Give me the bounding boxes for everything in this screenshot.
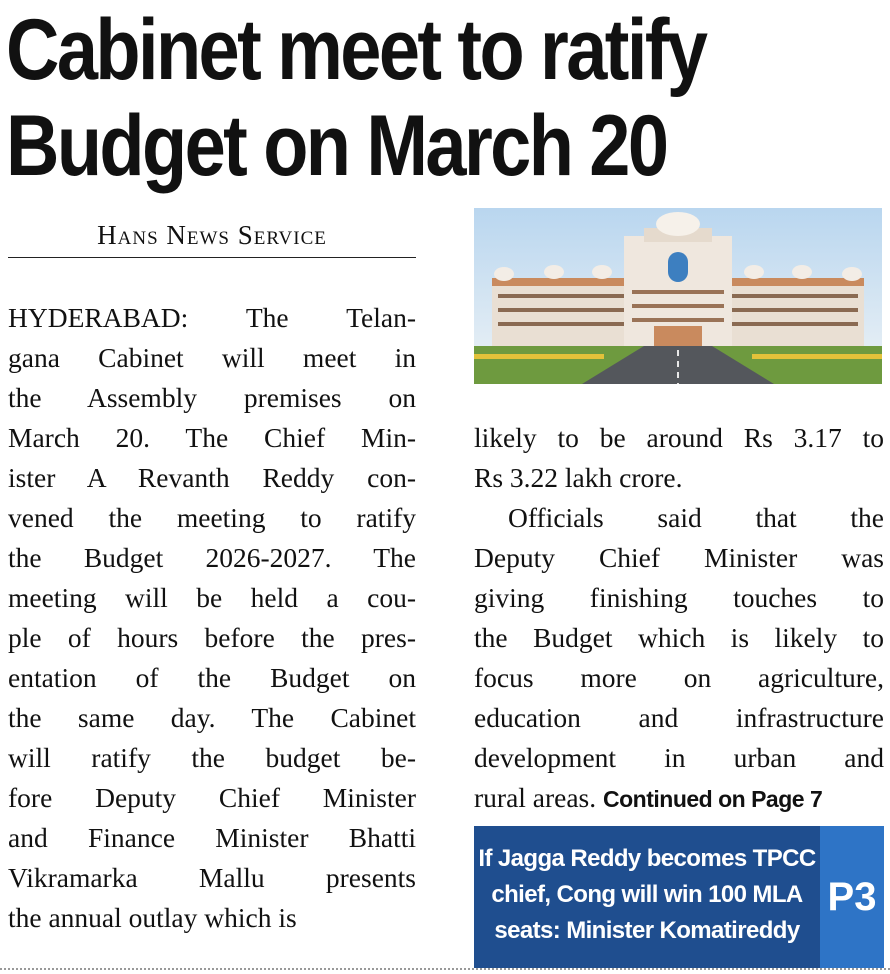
text-line: Officials said that the: [508, 502, 884, 533]
continued-link[interactable]: Continued on Page 7: [603, 786, 823, 812]
text-line: ple of hours before the pres-: [8, 622, 416, 653]
text-line: the Assembly premises on: [8, 382, 416, 413]
teaser-page-badge: P3: [820, 826, 884, 968]
text-line: rural areas.: [474, 782, 597, 813]
teaser-line: chief, Cong will win 100 MLA: [491, 881, 803, 908]
text-line: ister A Revanth Reddy con-: [8, 462, 416, 493]
article-left-column: [8, 298, 416, 938]
headline: [6, 2, 886, 194]
teaser-headline: [474, 826, 820, 968]
secretariat-photo: [474, 208, 882, 384]
text-line: likely to be around Rs 3.17 to: [474, 422, 884, 453]
text-line: development in urban and: [474, 742, 884, 773]
text-line: HYDERABAD: The Telan-: [8, 302, 416, 333]
text-line: focus more on agriculture,: [474, 662, 884, 693]
text-line: and Finance Minister Bhatti: [8, 822, 416, 853]
building-illustration: [474, 208, 882, 384]
text-line: the same day. The Cabinet: [8, 702, 416, 733]
text-line: Vikramarka Mallu presents: [8, 862, 416, 893]
text-line: giving finishing touches to: [474, 582, 884, 613]
text-line: will ratify the budget be-: [8, 742, 416, 773]
text-line: Deputy Chief Minister was: [474, 542, 884, 573]
teaser-line: If Jagga Reddy becomes TPCC: [478, 845, 816, 872]
teaser-line: seats: Minister Komatireddy: [494, 917, 800, 944]
text-line: entation of the Budget on: [8, 662, 416, 693]
article-right-column: [474, 418, 884, 819]
text-line: gana Cabinet will meet in: [8, 342, 416, 373]
teaser-box[interactable]: [474, 826, 884, 968]
text-line: the Budget which is likely to: [474, 622, 884, 653]
byline: Hans News Service: [8, 214, 416, 258]
text-line-final: [474, 778, 884, 819]
text-line: vened the meeting to ratify: [8, 502, 416, 533]
text-line: the annual outlay which is: [8, 902, 297, 933]
bottom-divider: [0, 968, 890, 970]
text-line: education and infrastructure: [474, 702, 884, 733]
text-line: March 20. The Chief Min-: [8, 422, 416, 453]
text-line: meeting will be held a cou-: [8, 582, 416, 613]
headline-line-1: Cabinet meet to ratify: [6, 2, 706, 98]
text-line: fore Deputy Chief Minister: [8, 782, 416, 813]
text-line: the Budget 2026-2027. The: [8, 542, 416, 573]
text-line: Rs 3.22 lakh crore.: [474, 462, 683, 493]
headline-line-2: Budget on March 20: [6, 98, 667, 194]
